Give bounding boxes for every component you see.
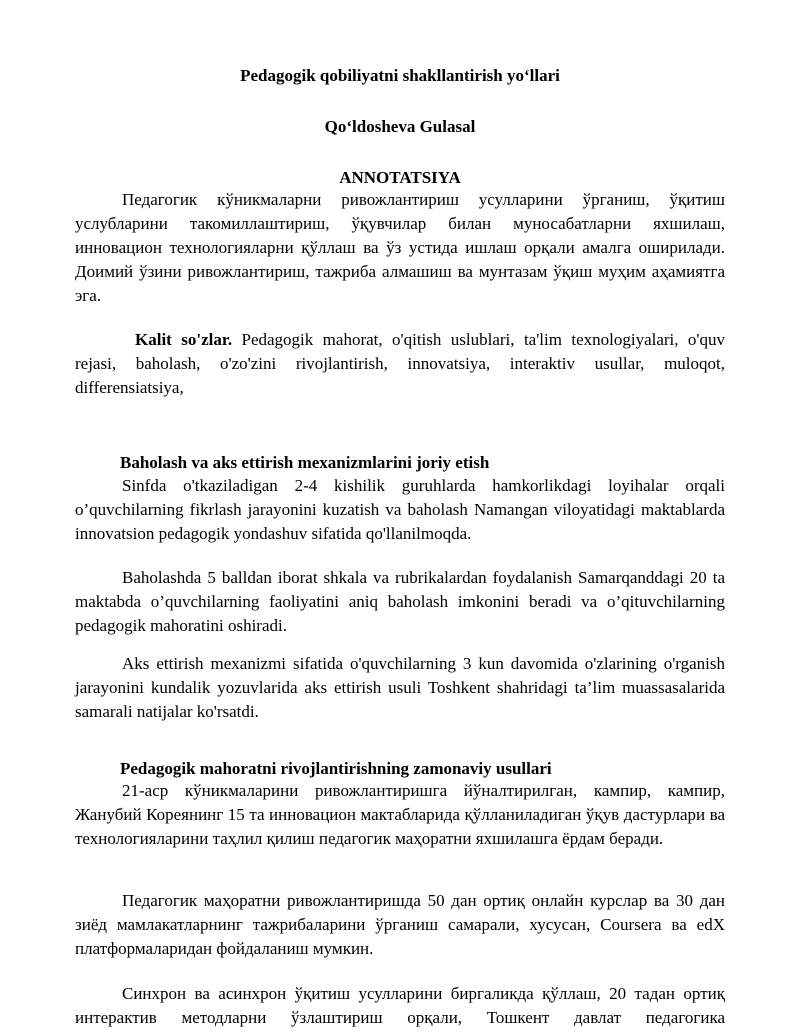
section-paragraph: Педагогик маҳоратни ривожлантиришда 50 дан ортиқ онлайн курслар ва 30 дан зиёд мамлакатларнинг тажрибаларини ўрганиш самарали, хусусан, Coursera ва edX платформаларидан фойдаланиш мумкин. [75,891,725,958]
section-paragraph: Aks ettirish mexanizmi sifatida o'quvchilarning 3 kun davomida o'zlarining o'rganish jarayonini kundalik yozuvlarida aks ettirish usuli Toshkent shahridagi ta’lim muassasalarida samarali natijalar ko'rsatdi. [75,654,725,721]
section-paragraph: 21-аср кўникмаларини ривожлантиришга йўналтирилган, кампир, кампир, Жанубий Кореянинг 15 та инновацион мактабларида қўлланиладиган ўқув дастурлари ва технологияларини таҳлил қилиш педагогик маҳоратни яхшилашга ёрдам беради. [75,781,725,848]
annotation-block [75,188,725,308]
keywords-label: Kalit so'zlar. [135,330,233,349]
section-assessment-p2 [75,566,725,638]
keywords-paragraph [75,328,725,400]
section-methods-p3 [75,982,725,1030]
section-heading-assessment: Baholash va aks ettirish mexanizmlarini joriy etish [120,453,490,472]
author-name: Qo‘ldosheva Gulasal [324,117,476,136]
keywords-text: Pedagogik mahorat, o'qitish uslublari, ta'lim texnologiyalari, o'quv rejasi, baholash, o'zo'zini rivojlantirish, innovatsiya, interaktiv usullar, muloqot, differensiatsiya, [75,330,725,397]
annotation-paragraph: Педагогик кўникмаларни ривожлантириш усулларини ўрганиш, ўқитиш услубларини такомиллаштириш, ўқувчилар билан муносабатларни яхшилаш, инновацион технологияларни қўллаш ва ўз устида ишлаш орқали амалга оширилади. Доимий ўзини ривожлантириш, тажриба алмашиш ва мунтазам ўқиш муҳим аҳамиятга эга. [75,190,725,305]
document-title: Pedagogik qobiliyatni shakllantirish yo‘llari [240,66,560,85]
section-methods-p2 [75,889,725,961]
section-heading-methods: Pedagogik mahoratni rivojlantirishning zamonaviy usullari [120,759,552,778]
keywords-block [75,328,725,400]
section-paragraph: Синхрон ва асинхрон ўқитиш усулларини биргаликда қўллаш, 20 тадан ортиқ интерактив методларни ўзлаштириш орқали, Тошкент давлат педагогика [75,984,725,1027]
section-methods [75,779,725,851]
annotation-heading: ANNOTATSIYA [339,168,461,187]
section-paragraph: Baholashda 5 balldan iborat shkala va rubrikalardan foydalanish Samarqanddagi 20 ta maktabda o’quvchilarning faoliyatini aniq baholash imkonini beradi va o’qituvchilarning pedagogik mahoratini oshiradi. [75,568,725,635]
section-paragraph: Sinfda o'tkaziladigan 2-4 kishilik guruhlarda hamkorlikdagi loyihalar orqali o’quvchilarning fikrlash jarayonini kuzatish va baholash Namangan viloyatidagi maktablarda innovatsion pedagogik yondashuv sifatida qo'llanilmoqda. [75,476,725,543]
section-assessment [75,474,725,546]
section-assessment-p3 [75,652,725,724]
